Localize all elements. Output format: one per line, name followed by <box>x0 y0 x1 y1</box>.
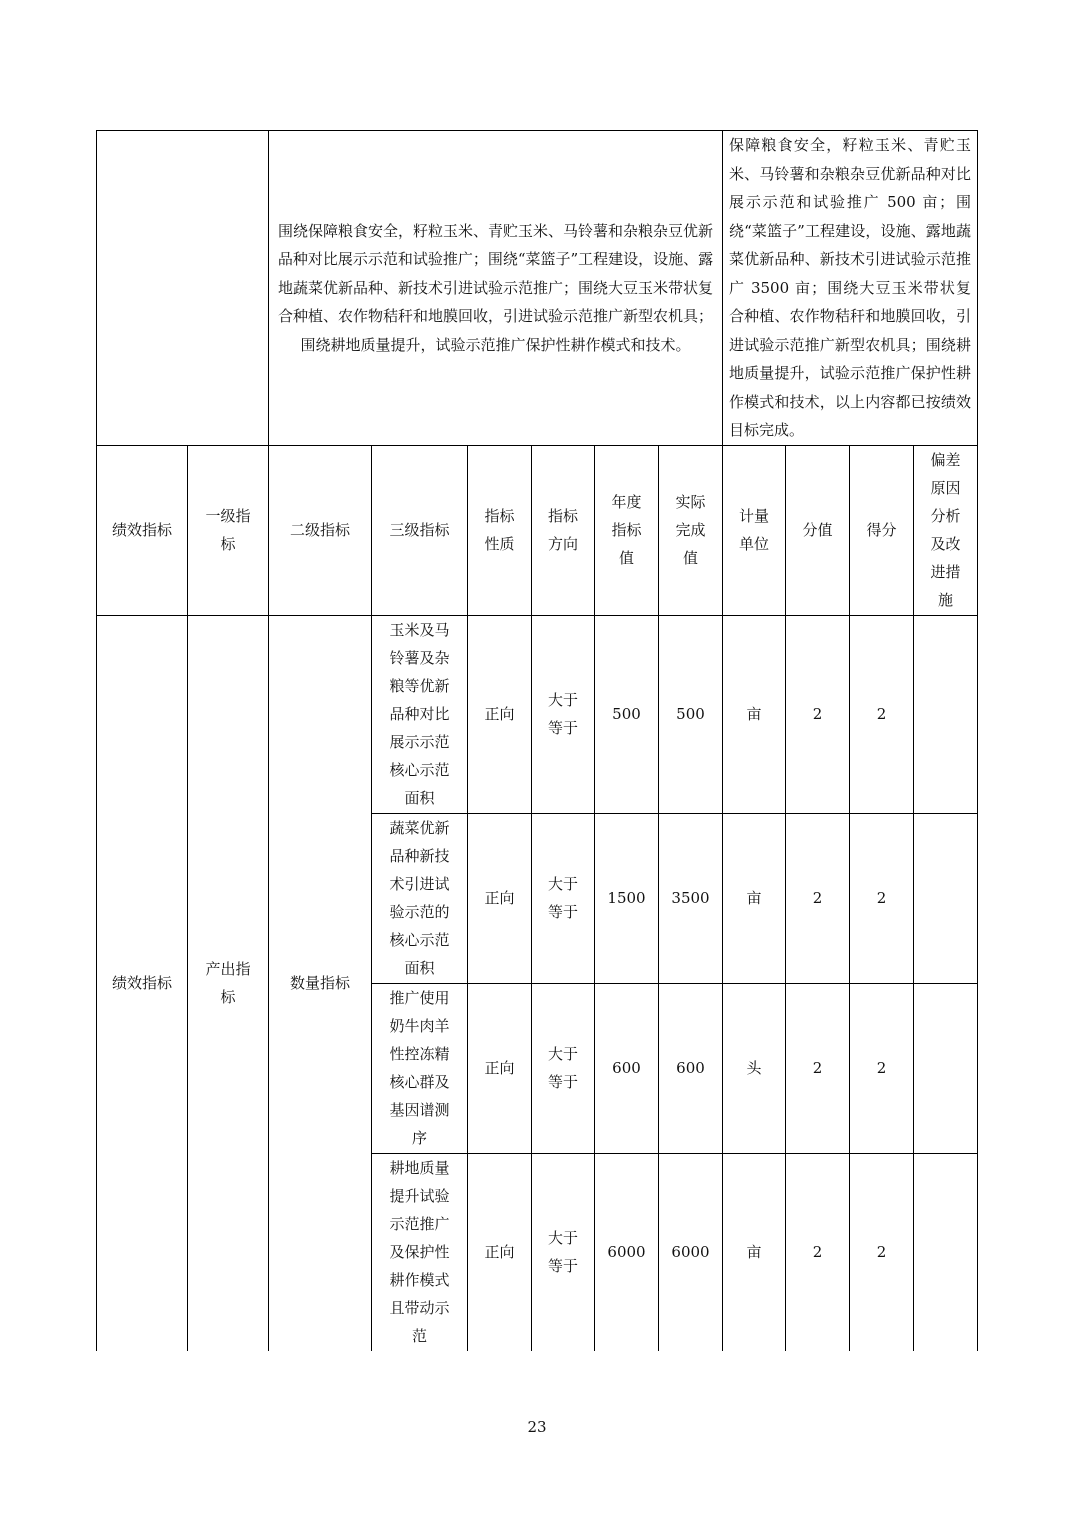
row-target: 600 <box>595 983 659 1153</box>
annual-target-text: 围绕保障粮食安全，籽粒玉米、青贮玉米、马铃薯和杂粮杂豆优新品种对比展示示范和试验推广；围绕“菜篮子”工程建设，设施、露地蔬菜优新品种、新技术引进试验示范推广；围绕大豆玉米带状复合种植、农作物秸秆和地膜回收，引进试验示范推广新型农机具；围绕耕地质量提升，试验示范推广保护性耕作模式和技术。 <box>269 131 723 446</box>
row-nature: 正向 <box>468 813 532 983</box>
header-direction: 指标方向 <box>532 445 595 615</box>
header-perf-indicator: 绩效指标 <box>97 445 188 615</box>
intro-empty-cell <box>97 131 269 446</box>
row-nature: 正向 <box>468 983 532 1153</box>
row-level3: 玉米及马铃薯及杂粮等优新品种对比展示示范核心示范面积 <box>372 615 468 813</box>
row-score: 2 <box>850 983 914 1153</box>
header-score: 得分 <box>850 445 914 615</box>
row-level3: 耕地质量提升试验示范推广及保护性耕作模式且带动示范 <box>372 1153 468 1351</box>
row-target: 500 <box>595 615 659 813</box>
header-actual-value: 实际完成值 <box>659 445 723 615</box>
header-deviation: 偏差原因分析及改进措施 <box>914 445 978 615</box>
header-level3: 三级指标 <box>372 445 468 615</box>
actual-completion-text: 保障粮食安全，籽粒玉米、青贮玉米、马铃薯和杂粮杂豆优新品种对比展示示范和试验推广 500 亩；围绕“菜篮子”工程建设，设施、露地蔬菜优新品种、新技术引进试验示范推广 3500 亩；围绕大豆玉米带状复合种植、农作物秸秆和地膜回收，引进试验示范推广新型农机具；围绕耕地质量提升，试验示范推广保护性耕作模式和技术，以上内容都已按绩效目标完成。 <box>723 131 978 446</box>
row-value: 2 <box>786 813 850 983</box>
intro-row <box>97 131 978 446</box>
row-value: 2 <box>786 1153 850 1351</box>
row-target: 6000 <box>595 1153 659 1351</box>
row-unit: 亩 <box>723 615 786 813</box>
row-direction: 大于等于 <box>532 813 595 983</box>
row-score: 2 <box>850 615 914 813</box>
header-level1: 一级指标 <box>188 445 269 615</box>
row-direction: 大于等于 <box>532 983 595 1153</box>
row-nature: 正向 <box>468 615 532 813</box>
header-level2: 二级指标 <box>269 445 372 615</box>
header-score-value: 分值 <box>786 445 850 615</box>
row-unit: 头 <box>723 983 786 1153</box>
header-annual-target: 年度指标值 <box>595 445 659 615</box>
row-deviation <box>914 615 978 813</box>
row-value: 2 <box>786 615 850 813</box>
row-deviation <box>914 983 978 1153</box>
row-unit: 亩 <box>723 1153 786 1351</box>
row-direction: 大于等于 <box>532 615 595 813</box>
row-score: 2 <box>850 1153 914 1351</box>
row-nature: 正向 <box>468 1153 532 1351</box>
table-row <box>97 615 978 813</box>
page-number: 23 <box>527 1418 547 1436</box>
row-unit: 亩 <box>723 813 786 983</box>
header-row <box>97 445 978 615</box>
row-deviation <box>914 1153 978 1351</box>
group-level1: 产出指标 <box>188 615 269 1351</box>
row-score: 2 <box>850 813 914 983</box>
header-nature: 指标性质 <box>468 445 532 615</box>
row-level3: 推广使用奶牛肉羊性控冻精核心群及基因谱测序 <box>372 983 468 1153</box>
header-unit: 计量单位 <box>723 445 786 615</box>
row-actual: 6000 <box>659 1153 723 1351</box>
performance-table <box>96 130 978 1351</box>
row-level3: 蔬菜优新品种新技术引进试验示范的核心示范面积 <box>372 813 468 983</box>
row-deviation <box>914 813 978 983</box>
group-level2: 数量指标 <box>269 615 372 1351</box>
row-target: 1500 <box>595 813 659 983</box>
row-actual: 600 <box>659 983 723 1153</box>
row-actual: 3500 <box>659 813 723 983</box>
row-actual: 500 <box>659 615 723 813</box>
group-perf-indicator: 绩效指标 <box>97 615 188 1351</box>
row-value: 2 <box>786 983 850 1153</box>
row-direction: 大于等于 <box>532 1153 595 1351</box>
